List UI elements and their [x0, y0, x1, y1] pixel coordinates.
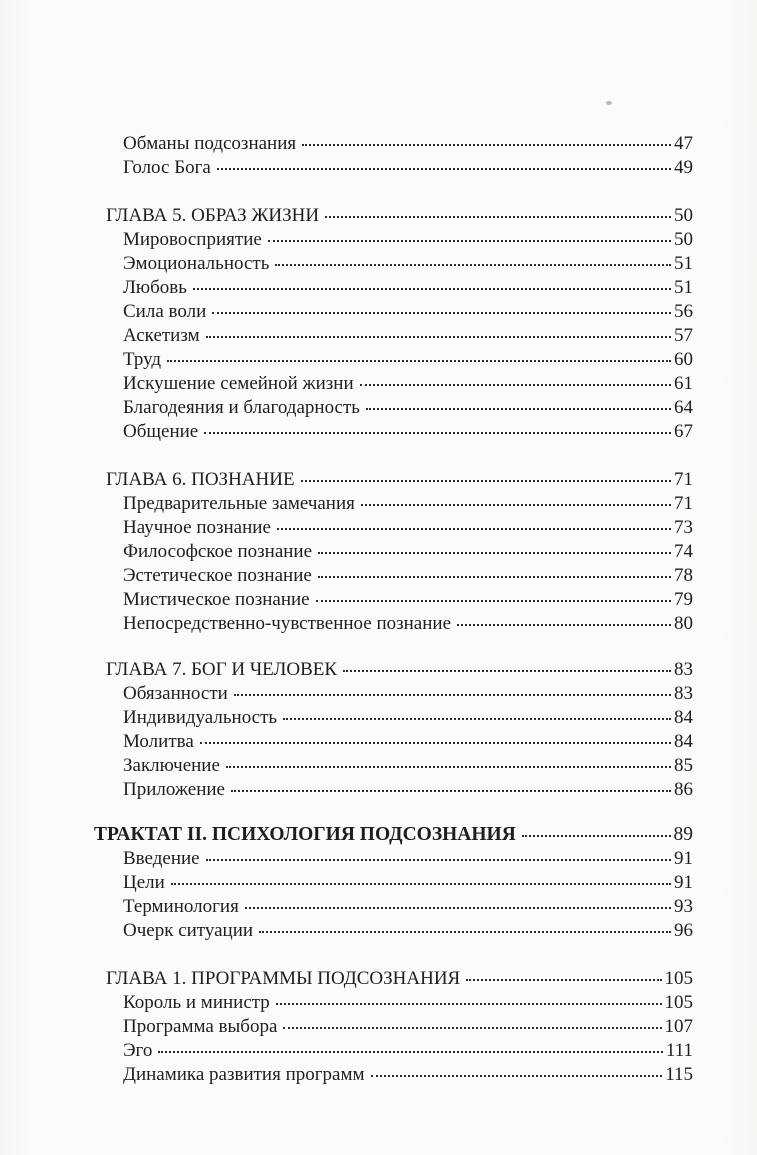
toc-page-number: 83 — [674, 659, 693, 680]
dot-leader — [316, 600, 671, 602]
dot-leader — [206, 859, 671, 861]
dot-leader — [366, 408, 671, 410]
dot-leader — [318, 552, 671, 554]
toc-entry-title: Король и министр — [123, 992, 270, 1013]
toc-page-number: 71 — [674, 493, 693, 514]
toc-page-number: 115 — [665, 1064, 693, 1085]
dot-leader — [259, 931, 671, 933]
dot-leader — [371, 1075, 663, 1077]
toc-entry-title: Цели — [123, 872, 165, 893]
toc-page-number: 74 — [674, 541, 693, 562]
toc-page-number: 107 — [664, 1016, 693, 1037]
toc-entry-title: Философское познание — [123, 541, 313, 562]
toc-entry-title: Обманы подсознания — [123, 133, 297, 154]
dot-leader — [167, 360, 671, 362]
toc-entry-title: ГЛАВА 1. ПРОГРАММЫ ПОДСОЗНАНИЯ — [106, 968, 461, 989]
toc-chapter-heading — [106, 967, 693, 991]
toc-page-number: 80 — [674, 613, 693, 634]
toc-entry — [123, 847, 693, 871]
toc-page-number: 84 — [674, 731, 693, 752]
toc-entry — [123, 276, 693, 300]
toc-entry-title: Динамика развития программ — [123, 1064, 365, 1085]
toc-entry — [123, 588, 693, 612]
toc-page-number: 84 — [674, 707, 693, 728]
toc-entry — [123, 564, 693, 588]
toc-entry — [123, 1063, 693, 1087]
toc-entry — [123, 1039, 693, 1063]
toc-page-number: 73 — [674, 517, 693, 538]
toc-entry-title: Сила воли — [123, 301, 207, 322]
toc-entry-title: Эго — [123, 1040, 153, 1061]
toc-entry-title: Программа выбора — [123, 1016, 278, 1037]
dot-leader — [193, 288, 671, 290]
dot-leader — [245, 907, 671, 909]
toc-entry — [123, 420, 693, 444]
dot-leader — [457, 624, 671, 626]
toc-page-number: 86 — [674, 779, 693, 800]
paper-speck — [606, 101, 612, 105]
toc-page-number: 83 — [674, 683, 693, 704]
toc-entry — [123, 516, 693, 540]
toc-entry-title: ГЛАВА 6. ПОЗНАНИЕ — [106, 469, 295, 490]
toc-page-number: 91 — [674, 848, 693, 869]
dot-leader — [204, 432, 671, 434]
toc-page-number: 96 — [674, 920, 693, 941]
toc-entry — [123, 706, 693, 730]
toc-page-number: 79 — [674, 589, 693, 610]
toc-entry-title: Труд — [123, 349, 162, 370]
dot-leader — [277, 528, 671, 530]
toc-entry-title: Очерк ситуации — [123, 920, 254, 941]
toc-entry-title: ГЛАВА 5. ОБРАЗ ЖИЗНИ — [106, 205, 320, 226]
toc-entry — [123, 492, 693, 516]
dot-leader — [343, 670, 671, 672]
toc-entry — [123, 372, 693, 396]
dot-leader — [275, 264, 671, 266]
toc-entry — [123, 919, 693, 943]
dot-leader — [212, 312, 671, 314]
toc-page-number: 50 — [674, 229, 693, 250]
toc-page-number: 91 — [674, 872, 693, 893]
toc-entry-title: Эмоциональность — [123, 253, 270, 274]
toc-entry-title: Благодеяния и благодарность — [123, 397, 360, 418]
toc-page-number: 61 — [674, 373, 693, 394]
toc-chapter-heading — [106, 468, 693, 492]
toc-entry-title: Терминология — [123, 896, 239, 917]
toc-entry-title: Непосредственно-чувственное познание — [123, 613, 452, 634]
toc-entry-title: Введение — [123, 848, 200, 869]
toc-page-number: 51 — [674, 277, 693, 298]
dot-leader — [200, 742, 671, 744]
dot-leader — [360, 384, 671, 386]
toc-entry — [123, 1015, 693, 1039]
toc-entry-title: Приложение — [123, 779, 225, 800]
toc-entry-title: Любовь — [123, 277, 187, 298]
toc-entry — [123, 895, 693, 919]
dot-leader — [217, 168, 671, 170]
toc-entry-title: Обязанности — [123, 683, 228, 704]
dot-leader — [283, 718, 671, 720]
dot-leader — [171, 883, 671, 885]
toc-entry-title: Искушение семейной жизни — [123, 373, 354, 394]
dot-leader — [361, 504, 671, 506]
toc-entry-title: Заключение — [123, 755, 220, 776]
toc-page-number: 64 — [674, 397, 693, 418]
toc-page-number: 56 — [674, 301, 693, 322]
dot-leader — [302, 144, 671, 146]
toc-entry — [123, 228, 693, 252]
toc-entry-title: Индивидуальность — [123, 707, 278, 728]
toc-entry-title: Аскетизм — [123, 325, 200, 346]
toc-entry-title: Эстетическое познание — [123, 565, 312, 586]
toc-page-number: 105 — [664, 968, 693, 989]
dot-leader — [158, 1051, 663, 1053]
toc-entry — [123, 252, 693, 276]
dot-leader — [283, 1027, 661, 1029]
toc-entry — [123, 132, 693, 156]
toc-entry — [123, 778, 693, 802]
toc-entry — [123, 730, 693, 754]
toc-entry — [123, 754, 693, 778]
toc-page-number: 49 — [674, 157, 693, 178]
dot-leader — [318, 576, 671, 578]
toc-page-number: 47 — [674, 133, 693, 154]
toc-chapter-heading — [106, 204, 693, 228]
toc-entry — [123, 324, 693, 348]
toc-page-number: 85 — [674, 755, 693, 776]
dot-leader — [325, 216, 671, 218]
dot-leader — [276, 1003, 662, 1005]
toc-chapter-heading — [106, 658, 693, 682]
toc-page-number: 93 — [674, 896, 693, 917]
toc-entry-title: Голос Бога — [123, 157, 211, 178]
toc-entry-title: Мистическое познание — [123, 589, 310, 610]
dot-leader — [301, 480, 671, 482]
toc-treatise-heading — [94, 823, 693, 847]
toc-entry — [123, 300, 693, 324]
toc-entry-title: ГЛАВА 7. БОГ И ЧЕЛОВЕК — [106, 659, 338, 680]
toc-entry — [123, 991, 693, 1015]
toc-page-number: 67 — [674, 421, 693, 442]
dot-leader — [231, 790, 671, 792]
toc-page-number: 105 — [664, 992, 693, 1013]
toc-entry — [123, 348, 693, 372]
dot-leader — [226, 766, 671, 768]
toc-page-number: 60 — [674, 349, 693, 370]
toc-page-number: 50 — [674, 205, 693, 226]
toc-entry — [123, 540, 693, 564]
toc-entry — [123, 871, 693, 895]
dot-leader — [522, 835, 671, 837]
toc-page-number: 57 — [674, 325, 693, 346]
toc-entry — [123, 682, 693, 706]
toc-entry-title: Мировосприятие — [123, 229, 262, 250]
toc-entry-title: ТРАКТАТ II. ПСИХОЛОГИЯ ПОДСОЗНАНИЯ — [94, 824, 516, 845]
toc-page-number: 78 — [674, 565, 693, 586]
toc-page-number: 71 — [674, 469, 693, 490]
toc-entry — [123, 396, 693, 420]
dot-leader — [466, 979, 661, 981]
toc-page-number: 51 — [674, 253, 693, 274]
dot-leader — [206, 336, 671, 338]
dot-leader — [268, 240, 671, 242]
dot-leader — [234, 694, 671, 696]
toc-entry — [123, 156, 693, 180]
toc-entry — [123, 612, 693, 636]
toc-page-number: 89 — [673, 824, 693, 845]
toc-entry-title: Предварительные замечания — [123, 493, 355, 514]
toc-entry-title: Научное познание — [123, 517, 271, 538]
toc-entry-title: Общение — [123, 421, 199, 442]
toc-page-number: 111 — [665, 1040, 693, 1061]
toc-entry-title: Молитва — [123, 731, 194, 752]
